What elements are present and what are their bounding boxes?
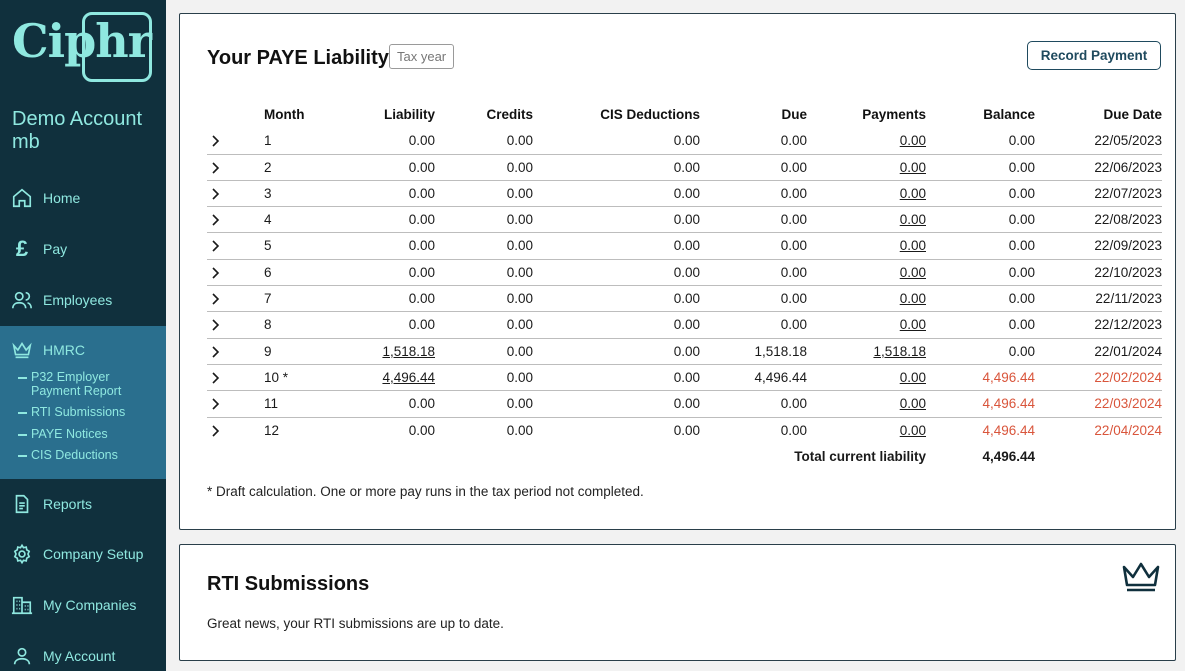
cell-cis: 0.00 — [673, 238, 700, 254]
table-header — [207, 102, 1162, 128]
cell-liability[interactable]: 1,518.18 — [382, 343, 435, 359]
nav-p32-report[interactable]: P32 Employer Payment Report — [18, 370, 138, 398]
cell-liability[interactable]: 4,496.44 — [382, 369, 435, 385]
cell-due: 4,496.44 — [754, 369, 807, 385]
sidebar — [0, 0, 166, 671]
col-balance: Balance — [983, 107, 1035, 122]
cell-liability: 0.00 — [408, 264, 435, 280]
cell-credits: 0.00 — [506, 291, 533, 307]
cell-month: 2 — [264, 159, 272, 175]
nav-my-companies-label: My Companies — [43, 597, 137, 613]
cell-due: 0.00 — [780, 238, 807, 254]
table-row[interactable] — [207, 207, 1162, 233]
table-row[interactable] — [207, 391, 1162, 417]
cell-liability: 0.00 — [408, 133, 435, 149]
cell-balance: 0.00 — [1008, 133, 1035, 149]
cell-payments[interactable]: 0.00 — [899, 291, 926, 307]
cell-cis: 0.00 — [673, 159, 700, 175]
cell-due: 0.00 — [780, 159, 807, 175]
cell-month: 1 — [264, 133, 272, 149]
cell-credits: 0.00 — [506, 369, 533, 385]
nav-home[interactable] — [0, 183, 166, 213]
col-cis-deductions: CIS Deductions — [600, 107, 700, 122]
cell-cis: 0.00 — [673, 264, 700, 280]
nav-company-setup[interactable] — [0, 539, 166, 569]
nav-employees[interactable] — [0, 285, 166, 315]
tax-year-selector[interactable]: Tax year — [389, 44, 454, 69]
paye-title: Your PAYE Liability — [207, 47, 389, 69]
cell-cis: 0.00 — [673, 369, 700, 385]
cell-credits: 0.00 — [506, 212, 533, 228]
cell-payments[interactable]: 0.00 — [899, 133, 926, 149]
cell-month: 7 — [264, 291, 272, 307]
cell-due-date: 22/08/2023 — [1094, 212, 1162, 228]
nav-pay[interactable] — [0, 234, 166, 264]
cell-cis: 0.00 — [673, 343, 700, 359]
cell-balance: 0.00 — [1008, 238, 1035, 254]
cell-due-date: 22/05/2023 — [1094, 133, 1162, 149]
cell-payments[interactable]: 0.00 — [899, 422, 926, 438]
chevron-right-icon[interactable] — [211, 418, 225, 444]
cell-liability: 0.00 — [408, 422, 435, 438]
cell-due-date: 22/03/2024 — [1094, 396, 1162, 412]
cell-payments[interactable]: 0.00 — [899, 369, 926, 385]
cell-payments[interactable]: 1,518.18 — [873, 343, 926, 359]
cell-credits: 0.00 — [506, 238, 533, 254]
cell-month: 6 — [264, 264, 272, 280]
cell-payments[interactable]: 0.00 — [899, 396, 926, 412]
cell-due: 0.00 — [780, 185, 807, 201]
chevron-right-icon[interactable] — [211, 181, 225, 207]
draft-footnote: * Draft calculation. One or more pay runs in the tax period not completed. — [207, 484, 644, 499]
cell-month: 3 — [264, 185, 272, 201]
table-row[interactable] — [207, 339, 1162, 365]
cell-balance: 4,496.44 — [982, 422, 1035, 438]
buildings-icon — [11, 594, 33, 616]
crown-icon — [1121, 561, 1161, 595]
cell-credits: 0.00 — [506, 343, 533, 359]
col-due-date: Due Date — [1103, 107, 1162, 122]
nav-my-account[interactable] — [0, 641, 166, 671]
cell-cis: 0.00 — [673, 291, 700, 307]
cell-payments[interactable]: 0.00 — [899, 317, 926, 333]
table-row[interactable] — [207, 233, 1162, 259]
total-row — [207, 444, 1162, 470]
table-body — [207, 128, 1162, 444]
cell-liability: 0.00 — [408, 159, 435, 175]
cell-credits: 0.00 — [506, 185, 533, 201]
cell-month: 12 — [264, 422, 280, 438]
cell-liability: 0.00 — [408, 185, 435, 201]
cell-cis: 0.00 — [673, 133, 700, 149]
cell-due-date: 22/11/2023 — [1095, 291, 1162, 307]
chevron-right-icon[interactable] — [211, 286, 225, 312]
table-row[interactable] — [207, 128, 1162, 154]
cell-due-date: 22/07/2023 — [1094, 185, 1162, 201]
gear-icon — [11, 543, 33, 565]
nav-paye-notices[interactable]: PAYE Notices — [18, 427, 108, 441]
cell-cis: 0.00 — [673, 422, 700, 438]
cell-due: 0.00 — [780, 422, 807, 438]
cell-balance: 0.00 — [1008, 159, 1035, 175]
cell-month: 10 * — [264, 369, 289, 385]
cell-balance: 0.00 — [1008, 185, 1035, 201]
chevron-right-icon[interactable] — [211, 207, 225, 233]
chevron-right-icon[interactable] — [211, 233, 225, 259]
cell-balance: 0.00 — [1008, 317, 1035, 333]
nav-reports-label: Reports — [43, 496, 93, 512]
user-icon — [11, 645, 33, 667]
cell-credits: 0.00 — [506, 317, 533, 333]
cell-payments[interactable]: 0.00 — [899, 185, 926, 201]
cell-balance: 4,496.44 — [982, 396, 1035, 412]
nav-pay-label: Pay — [43, 241, 68, 257]
cell-liability: 0.00 — [408, 317, 435, 333]
cell-due: 0.00 — [780, 212, 807, 228]
cell-due: 1,518.18 — [754, 343, 807, 359]
cell-due-date: 22/04/2024 — [1094, 422, 1162, 438]
cell-due: 0.00 — [780, 264, 807, 280]
col-credits: Credits — [486, 107, 533, 122]
cell-due-date: 22/12/2023 — [1094, 317, 1162, 333]
cell-balance: 0.00 — [1008, 343, 1035, 359]
cell-month: 4 — [264, 212, 272, 228]
cell-credits: 0.00 — [506, 159, 533, 175]
cell-due-date: 22/06/2023 — [1094, 159, 1162, 175]
cell-credits: 0.00 — [506, 264, 533, 280]
cell-credits: 0.00 — [506, 133, 533, 149]
total-value: 4,496.44 — [982, 448, 1035, 464]
nav-company-setup-label: Company Setup — [43, 546, 144, 562]
chevron-right-icon[interactable] — [211, 365, 225, 391]
nav-hmrc[interactable] — [0, 335, 166, 365]
paye-liability-card — [179, 13, 1176, 530]
chevron-right-icon[interactable] — [211, 391, 225, 417]
nav-employees-label: Employees — [43, 292, 113, 308]
people-icon — [11, 289, 33, 311]
cell-month: 5 — [264, 238, 272, 254]
cell-month: 11 — [264, 396, 279, 412]
nav-cis-deductions[interactable]: CIS Deductions — [18, 448, 118, 462]
cell-due: 0.00 — [780, 396, 807, 412]
cell-due-date: 22/10/2023 — [1094, 264, 1162, 280]
cell-liability: 0.00 — [408, 291, 435, 307]
nav-my-companies[interactable] — [0, 590, 166, 620]
cell-due: 0.00 — [780, 317, 807, 333]
cell-cis: 0.00 — [673, 185, 700, 201]
cell-due-date: 22/01/2024 — [1094, 343, 1162, 359]
cell-payments[interactable]: 0.00 — [899, 238, 926, 254]
col-liability: Liability — [383, 107, 435, 122]
cell-balance: 4,496.44 — [982, 369, 1035, 385]
cell-due-date: 22/09/2023 — [1094, 238, 1162, 254]
nav-rti-submissions[interactable]: RTI Submissions — [18, 405, 125, 419]
home-icon — [11, 187, 33, 209]
crown-icon — [11, 339, 33, 361]
nav-hmrc-label: HMRC — [43, 342, 85, 358]
cell-liability: 0.00 — [408, 238, 435, 254]
table-row[interactable] — [207, 365, 1162, 391]
rti-status-message: Great news, your RTI submissions are up to date. — [207, 616, 504, 631]
document-icon — [11, 493, 33, 515]
table-row[interactable] — [207, 155, 1162, 181]
cell-credits: 0.00 — [506, 396, 533, 412]
nav-reports[interactable] — [0, 489, 166, 519]
cell-liability: 0.00 — [408, 396, 435, 412]
cell-balance: 0.00 — [1008, 291, 1035, 307]
paye-table — [207, 102, 1162, 470]
table-row[interactable] — [207, 260, 1162, 286]
nav-home-label: Home — [43, 190, 81, 206]
chevron-right-icon[interactable] — [211, 128, 225, 154]
col-month: Month — [264, 107, 305, 122]
cell-credits: 0.00 — [506, 422, 533, 438]
cell-cis: 0.00 — [673, 317, 700, 333]
cell-due: 0.00 — [780, 291, 807, 307]
chevron-right-icon[interactable] — [211, 339, 225, 365]
table-row[interactable] — [207, 418, 1162, 444]
record-payment-button[interactable]: Record Payment — [1027, 41, 1161, 70]
pound-icon: £ — [15, 236, 29, 261]
cell-due: 0.00 — [780, 133, 807, 149]
rti-title: RTI Submissions — [207, 573, 370, 595]
cell-payments[interactable]: 0.00 — [899, 212, 926, 228]
chevron-right-icon[interactable] — [211, 312, 225, 338]
cell-month: 9 — [264, 343, 272, 359]
cell-balance: 0.00 — [1008, 212, 1035, 228]
ciphr-logo[interactable] — [10, 12, 152, 84]
cell-payments[interactable]: 0.00 — [899, 264, 926, 280]
chevron-right-icon[interactable] — [211, 260, 225, 286]
col-due: Due — [781, 107, 807, 122]
table-row[interactable] — [207, 181, 1162, 207]
cell-cis: 0.00 — [673, 212, 700, 228]
account-name: Demo Account mb — [12, 108, 143, 153]
cell-due-date: 22/02/2024 — [1094, 369, 1162, 385]
col-payments: Payments — [862, 107, 926, 122]
cell-month: 8 — [264, 317, 272, 333]
cell-cis: 0.00 — [673, 396, 700, 412]
cell-liability: 0.00 — [408, 212, 435, 228]
chevron-right-icon[interactable] — [211, 155, 225, 181]
cell-balance: 0.00 — [1008, 264, 1035, 280]
total-label: Total current liability — [794, 448, 926, 464]
rti-submissions-card — [179, 544, 1176, 661]
table-row[interactable] — [207, 286, 1162, 312]
logo-text: Ciphr — [12, 14, 151, 68]
table-row[interactable] — [207, 312, 1162, 338]
cell-payments[interactable]: 0.00 — [899, 159, 926, 175]
nav-my-account-label: My Account — [43, 648, 116, 664]
hmrc-group — [0, 326, 166, 479]
